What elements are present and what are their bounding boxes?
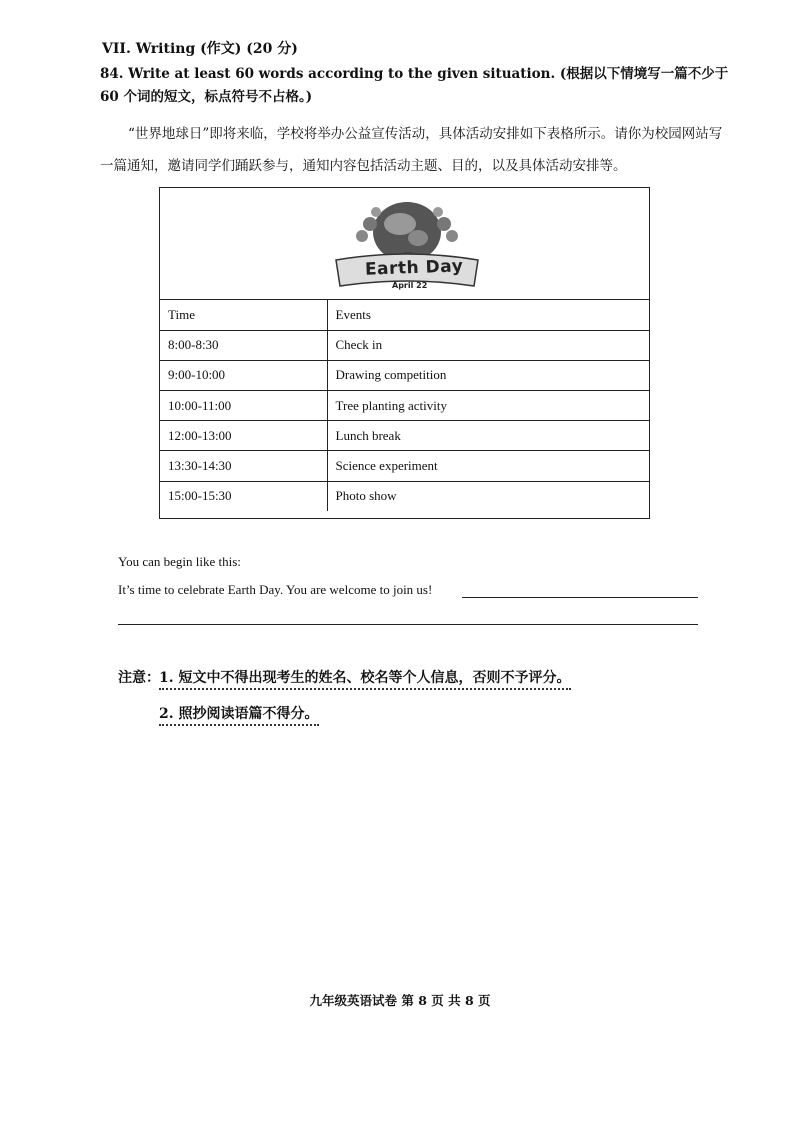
event-cell: Tree planting activity: [327, 391, 649, 421]
time-cell: 10:00-11:00: [160, 391, 327, 421]
time-cell: 9:00-10:00: [160, 360, 327, 390]
table-row: [160, 391, 649, 421]
note-2: [159, 703, 319, 723]
notes-label: 注意：: [118, 670, 160, 686]
table-header-row: [160, 300, 649, 330]
note-1: [159, 667, 571, 687]
note-1-text: 1. 短文中不得出现考生的姓名、校名等个人信息，否则不予评分。: [159, 670, 571, 690]
section-title: VII. Writing (作文) (20 分): [102, 41, 298, 57]
event-cell: Lunch break: [327, 421, 649, 451]
starter-sentence: It’s time to celebrate Earth Day. You are welcome to join us!: [118, 582, 433, 597]
table-row: [160, 481, 649, 511]
answer-line[interactable]: [118, 624, 698, 625]
event-cell: Check in: [327, 330, 649, 360]
answer-line[interactable]: [462, 597, 698, 598]
event-cell: Science experiment: [327, 451, 649, 481]
schedule-table: [159, 187, 650, 519]
note-2-text: 2. 照抄阅读语篇不得分。: [159, 706, 319, 726]
event-cell: Photo show: [327, 481, 649, 511]
table-row: [160, 360, 649, 390]
time-cell: 8:00-8:30: [160, 330, 327, 360]
task-instruction: 84. Write at least 60 words according to the given situation. (根据以下情境写一篇不少于 60 个词的短文，标点符号不占格。): [100, 66, 729, 105]
event-cell: Drawing competition: [327, 360, 649, 390]
time-cell: 12:00-13:00: [160, 421, 327, 451]
page-footer: 九年级英语试卷 第 8 页 共 8 页: [309, 993, 491, 1008]
table-row: [160, 451, 649, 481]
begin-hint: You can begin like this:: [118, 554, 241, 569]
time-cell: 13:30-14:30: [160, 451, 327, 481]
logo-date: April 22: [392, 281, 428, 290]
situation-text: “世界地球日”即将来临，学校将举办公益宣传活动，具体活动安排如下表格所示。请你为校园网站写一篇通知，邀请同学们踊跃参与，通知内容包括活动主题、目的，以及具体活动安排等。: [100, 126, 723, 174]
logo-title: Earth Day: [364, 256, 464, 280]
header-events: Events: [335, 306, 371, 322]
time-cell: 15:00-15:30: [160, 481, 327, 511]
earth-tree-icon: [332, 194, 482, 294]
header-time: Time: [160, 300, 327, 330]
table-row: [160, 421, 649, 451]
earth-day-logo: [160, 188, 649, 300]
table-row: [160, 330, 649, 360]
